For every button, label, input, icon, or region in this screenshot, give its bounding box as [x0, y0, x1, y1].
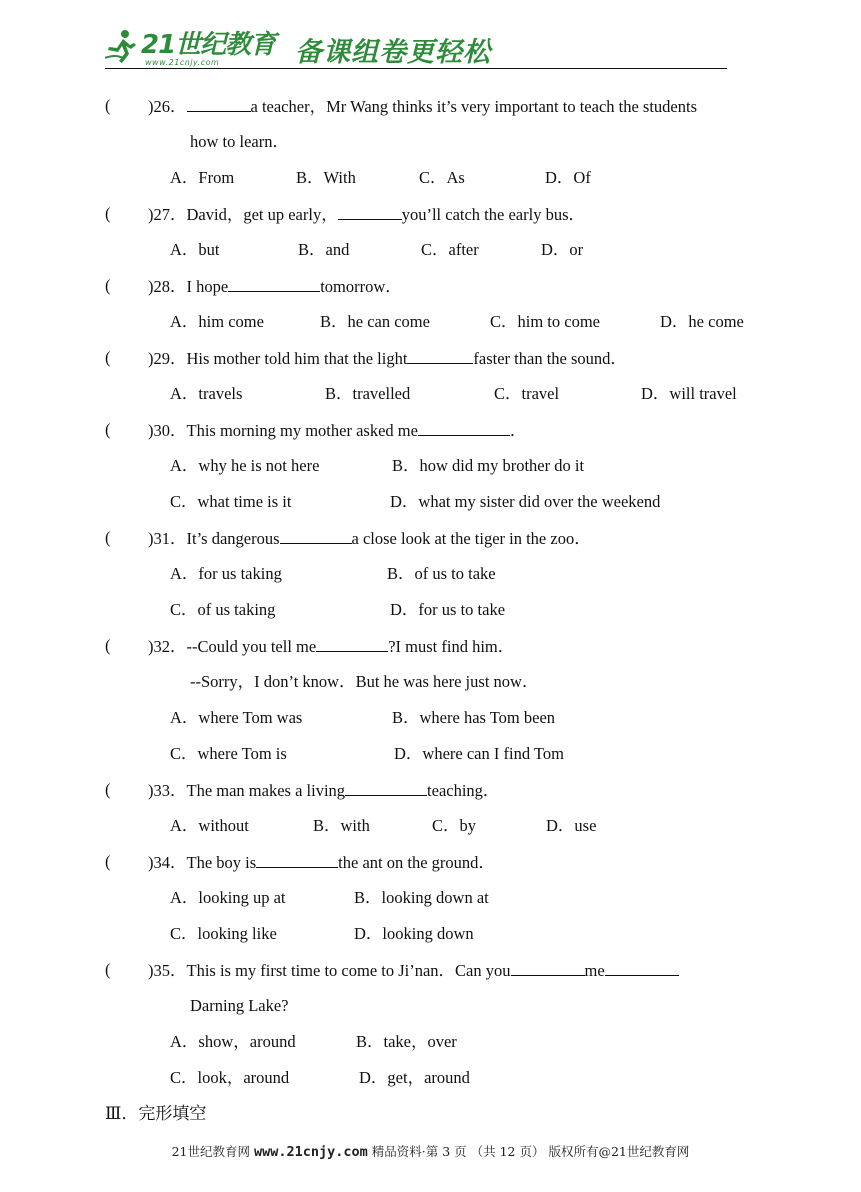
option-c: C．look，around — [170, 1068, 290, 1087]
header-divider — [105, 68, 727, 69]
option-b: B．how did my brother do it — [392, 456, 585, 475]
option-b: B．looking down at — [354, 888, 489, 907]
option-c: C．by — [432, 816, 477, 835]
option-a: A．for us taking — [170, 564, 282, 583]
question-34 — [148, 852, 495, 873]
option-d: D．where can I find Tom — [394, 744, 564, 763]
option-a: A．but — [170, 240, 220, 259]
option-d: D．use — [546, 816, 597, 835]
option-b: B．where has Tom been — [392, 708, 556, 727]
option-a: A．looking up at — [170, 888, 286, 907]
question-text: This morning my mother asked me — [186, 421, 418, 440]
page-footer — [0, 1142, 861, 1160]
option-c: C．of us taking — [170, 600, 276, 619]
option-c: C．looking like — [170, 924, 277, 943]
question-text: faster than the sound． — [473, 349, 627, 368]
question-text: The man makes a living — [186, 781, 346, 800]
question-text: ?I must find him． — [388, 637, 515, 656]
question-continuation: --Sorry，I don’t know．But he was here just now． — [190, 672, 539, 691]
answer-blank — [316, 636, 388, 652]
option-b: B．and — [298, 240, 350, 259]
question-number: 29． — [153, 349, 187, 368]
question-number: 33． — [153, 781, 187, 800]
answer-blank — [605, 960, 679, 976]
answer-paren-close: ) — [148, 205, 154, 224]
answer-blank — [256, 852, 338, 868]
slogan: 备课组卷更轻松 — [295, 37, 491, 68]
question-26 — [148, 96, 697, 117]
answer-blank — [280, 528, 352, 544]
question-text: David，get up early， — [186, 205, 338, 224]
option-a: A．him come — [170, 312, 264, 331]
answer-paren-close: ) — [148, 529, 154, 548]
question-text: ． — [509, 421, 527, 440]
option-b: B．he can come — [320, 312, 430, 331]
section-title: Ⅲ．完形填空 — [105, 1104, 207, 1123]
question-text: It’s dangerous — [186, 529, 280, 548]
question-number: 26． — [153, 97, 187, 116]
option-d: D．get，around — [359, 1068, 470, 1087]
question-27 — [148, 204, 585, 225]
question-text: teaching． — [427, 781, 500, 800]
option-c: C．him to come — [490, 312, 600, 331]
question-32 — [148, 636, 514, 657]
option-c: C．As — [419, 168, 465, 187]
option-b: B．of us to take — [387, 564, 496, 583]
question-continuation: how to learn． — [190, 132, 289, 151]
answer-paren-open: ( — [105, 420, 111, 439]
option-c: C．what time is it — [170, 492, 292, 511]
option-d: D．will travel — [641, 384, 737, 403]
footer-site-name: 21世纪教育网 — [171, 1144, 251, 1159]
answer-blank — [338, 204, 402, 220]
question-35 — [148, 960, 679, 981]
question-text: The boy is — [186, 853, 257, 872]
question-30 — [148, 420, 526, 441]
question-number: 27． — [153, 205, 187, 224]
answer-paren-open: ( — [105, 960, 111, 979]
answer-blank — [418, 420, 510, 436]
brand-name: 21世纪教育 — [141, 30, 276, 60]
option-a: A．why he is not here — [170, 456, 320, 475]
question-number: 34． — [153, 853, 187, 872]
answer-blank — [228, 276, 320, 292]
question-text: His mother told him that the light — [186, 349, 408, 368]
question-33 — [148, 780, 499, 801]
answer-paren-close: ) — [148, 97, 154, 116]
answer-paren-close: ) — [148, 781, 154, 800]
option-b: B．with — [313, 816, 370, 835]
option-a: A．travels — [170, 384, 243, 403]
option-a: A．show，around — [170, 1032, 296, 1051]
question-29 — [148, 348, 627, 369]
question-number: 28． — [153, 277, 187, 296]
answer-paren-open: ( — [105, 96, 111, 115]
question-text: tomorrow． — [320, 277, 402, 296]
option-d: D．what my sister did over the weekend — [390, 492, 661, 511]
answer-paren-close: ) — [148, 421, 154, 440]
answer-paren-close: ) — [148, 637, 154, 656]
question-text: the ant on the ground． — [338, 853, 495, 872]
question-text: I hope — [186, 277, 229, 296]
answer-paren-close: ) — [148, 277, 154, 296]
answer-paren-open: ( — [105, 528, 111, 547]
option-c: C．where Tom is — [170, 744, 287, 763]
question-28 — [148, 276, 402, 297]
answer-paren-open: ( — [105, 348, 111, 367]
page-header — [105, 22, 727, 72]
option-c: C．after — [421, 240, 479, 259]
option-d: D．Of — [545, 168, 591, 187]
answer-paren-open: ( — [105, 204, 111, 223]
option-a: A．without — [170, 816, 249, 835]
answer-blank — [187, 96, 251, 112]
question-number: 30． — [153, 421, 187, 440]
footer-url: www.21cnjy.com — [254, 1144, 368, 1160]
option-d: D．or — [541, 240, 584, 259]
option-a: A．From — [170, 168, 235, 187]
option-d: D．for us to take — [390, 600, 506, 619]
option-b: B．With — [296, 168, 356, 187]
question-number: 31． — [153, 529, 187, 548]
answer-paren-open: ( — [105, 276, 111, 295]
brand-url: www.21cnjy.com — [145, 58, 220, 67]
question-number: 35． — [153, 961, 187, 980]
option-c: C．travel — [494, 384, 560, 403]
question-text: This is my first time to come to Ji’nan．Can you — [186, 961, 511, 980]
answer-paren-close: ) — [148, 853, 154, 872]
option-b: B．travelled — [325, 384, 411, 403]
answer-paren-open: ( — [105, 852, 111, 871]
answer-paren-close: ) — [148, 349, 154, 368]
question-text: me — [584, 961, 605, 980]
runner-logo-icon — [105, 28, 139, 64]
option-a: A．where Tom was — [170, 708, 303, 727]
question-continuation: Darning Lake? — [190, 996, 289, 1015]
question-31 — [148, 528, 591, 549]
answer-paren-open: ( — [105, 780, 111, 799]
answer-paren-open: ( — [105, 636, 111, 655]
question-number: 32． — [153, 637, 187, 656]
question-text: --Could you tell me — [186, 637, 317, 656]
answer-blank — [511, 960, 585, 976]
option-d: D．looking down — [354, 924, 474, 943]
footer-page-info: 精品资料·第 3 页 （共 12 页） 版权所有@21世纪教育网 — [371, 1144, 690, 1159]
answer-blank — [345, 780, 427, 796]
answer-blank — [407, 348, 473, 364]
question-text: a close look at the tiger in the zoo． — [351, 529, 591, 548]
option-b: B．take，over — [356, 1032, 457, 1051]
option-d: D．he come — [660, 312, 744, 331]
answer-paren-close: ) — [148, 961, 154, 980]
question-text: you’ll catch the early bus． — [401, 205, 585, 224]
question-text: a teacher，Mr Wang thinks it’s very important to teach the students — [250, 97, 698, 116]
